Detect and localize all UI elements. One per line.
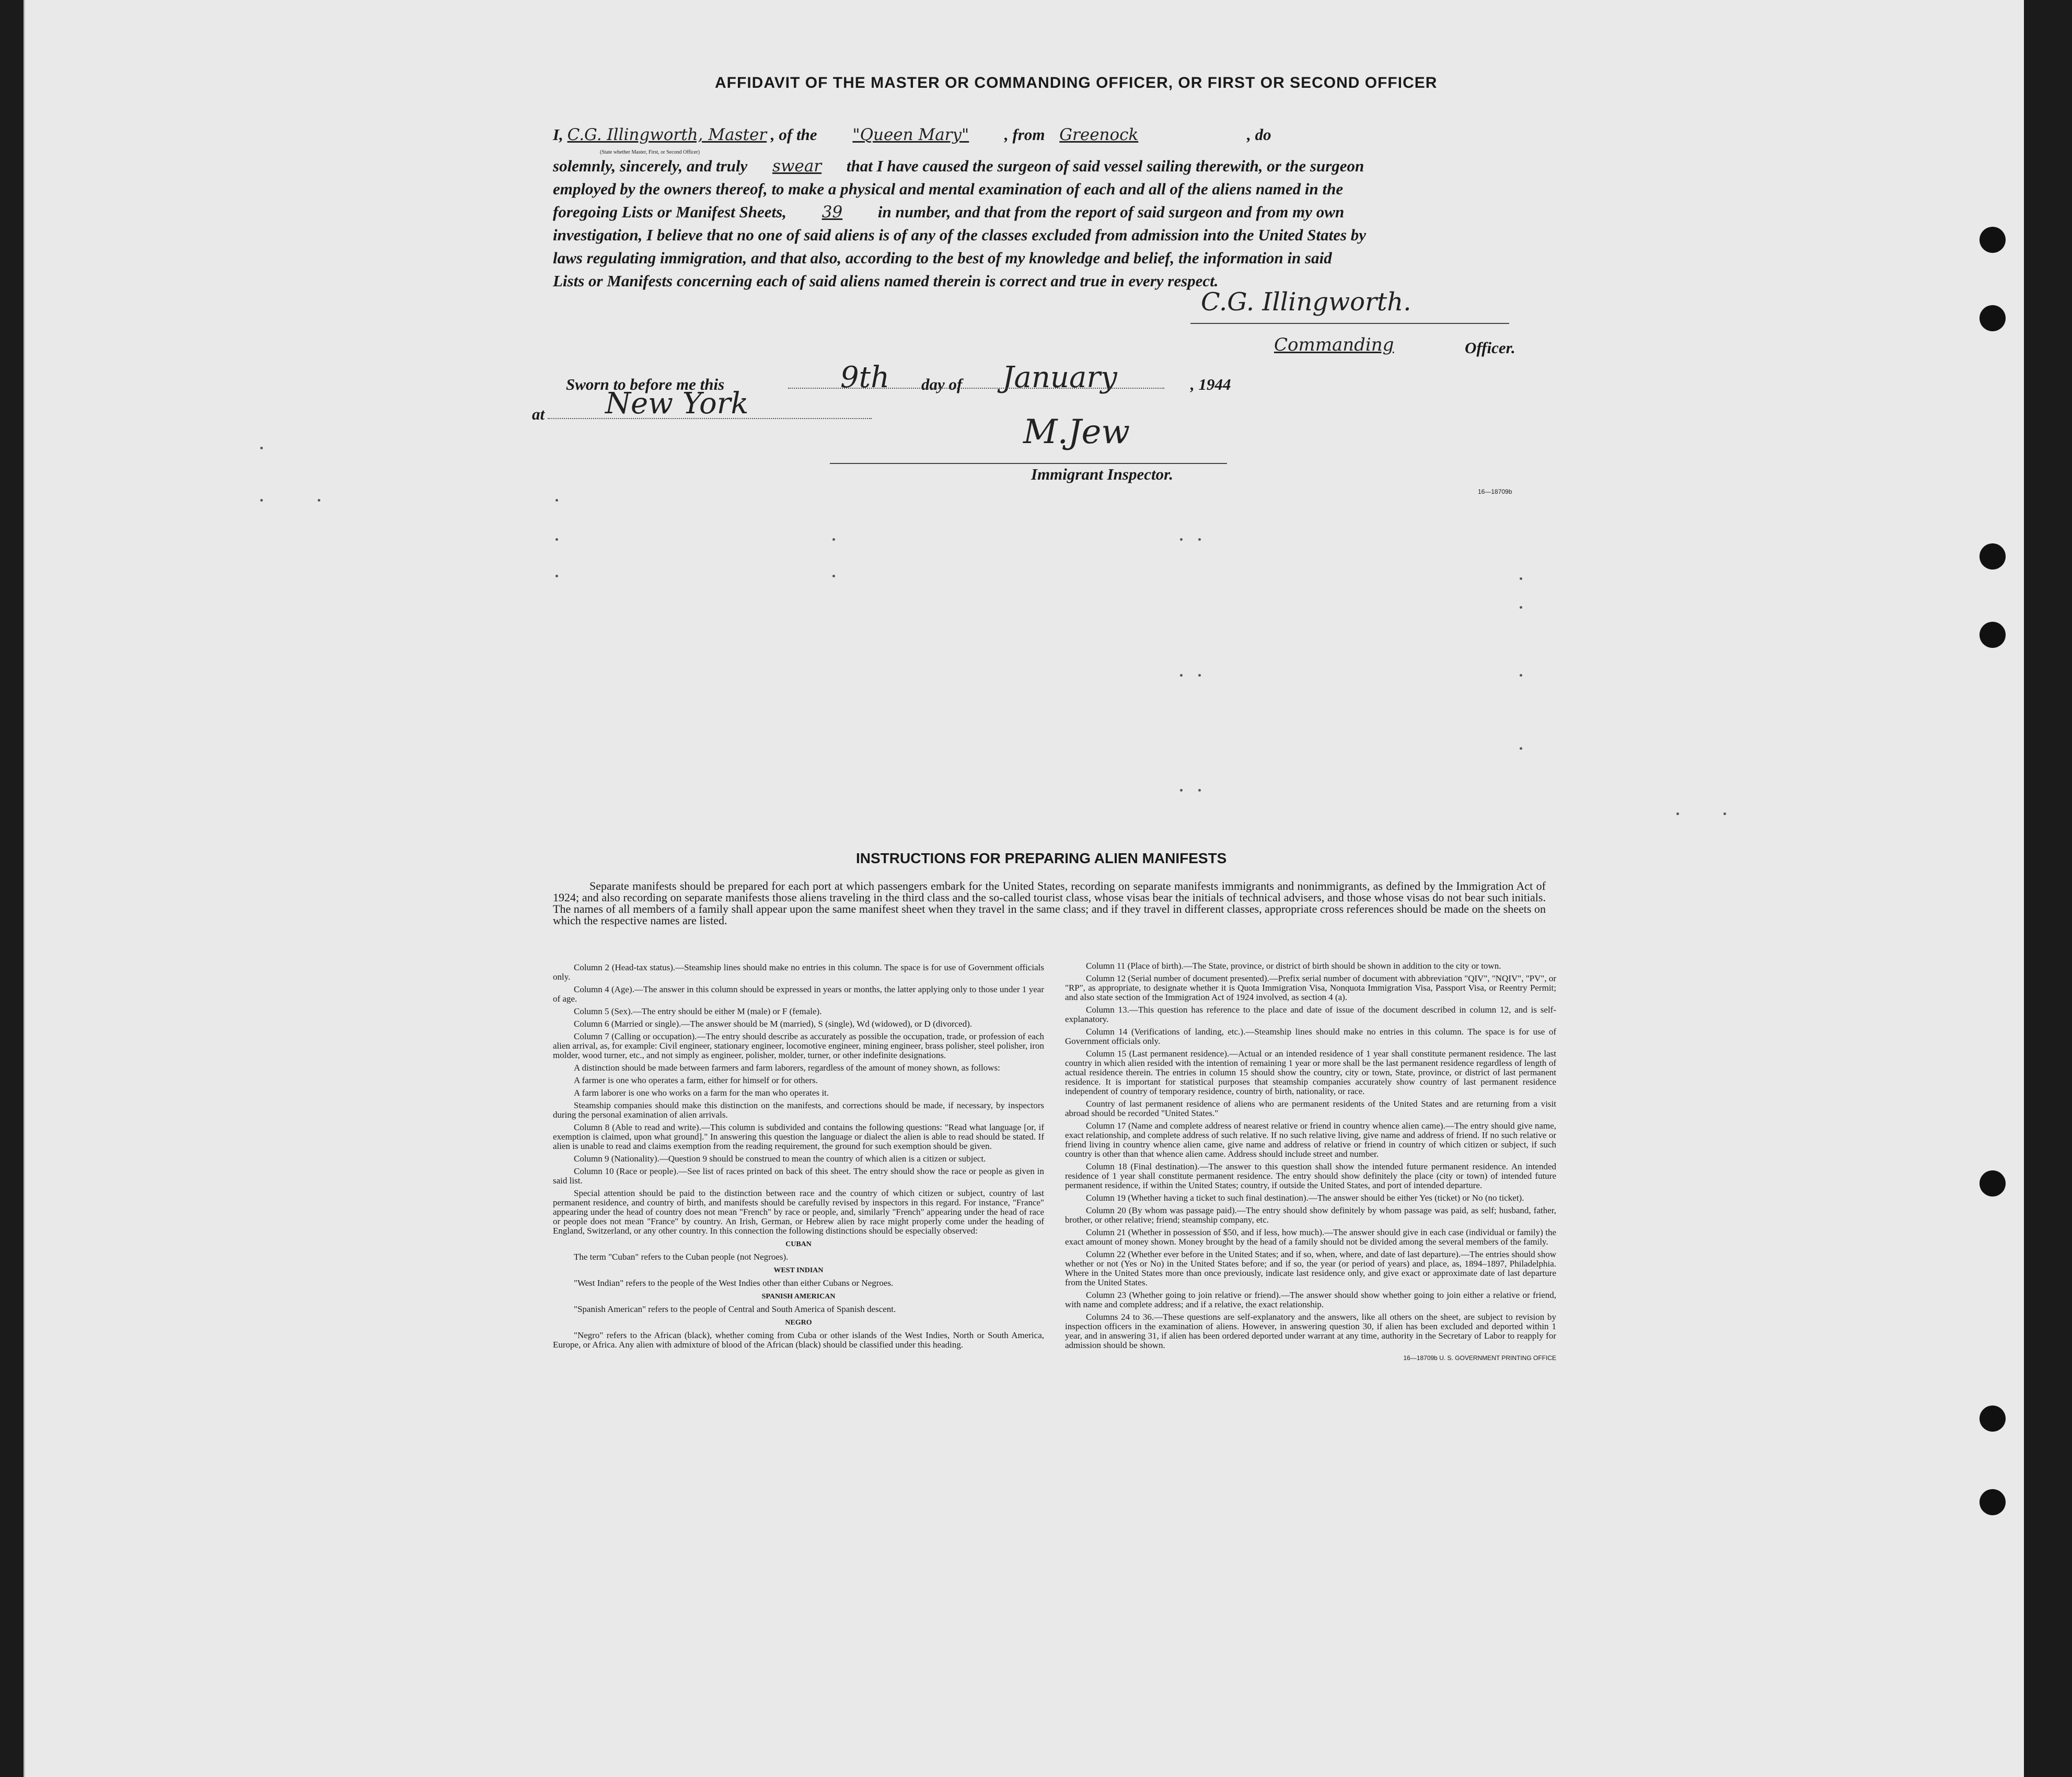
section-heading: WEST INDIAN xyxy=(773,1267,824,1274)
bleed-dot xyxy=(832,575,835,577)
binder-hole xyxy=(1980,622,2006,648)
instruction-paragraph: Column 10 (Race or people).—See list of races printed on back of this sheet. The entry should show the race or people as given in said list. xyxy=(553,1166,1044,1186)
sworn-before: Sworn to before me this xyxy=(566,375,725,393)
master-name: C.G. Illingworth, Master xyxy=(567,125,767,144)
bleed-dot xyxy=(1520,674,1522,677)
officer-label: Officer. xyxy=(1465,339,1515,357)
sheet-count: 39 xyxy=(821,203,843,222)
form-number: 16—18709b xyxy=(1478,488,1512,495)
sworn-line xyxy=(788,388,1164,389)
instructions-left-column xyxy=(553,963,1044,1353)
bleed-dot xyxy=(1723,812,1726,815)
instructions-intro: Separate manifests should be prepared for each port at which passengers embark for the United States, recording on separate manifests immigrants and nonimmigrants, as defined by the Immigration Act of 1924; and also recording on separate manifests those aliens traveling in the third class and the so-called tourist class, whose visas bear the initials of technical advisers, and those whose visas do not bear such initials. The names of all members of a family shall appear upon the same manifest sheet when they travel in the same class; and if they travel in different classes, appropriate cross references should be made on the sheets on which the respective names are listed. xyxy=(553,879,1546,927)
affidavit-title: AFFIDAVIT OF THE MASTER OR COMMANDING OFFICER, OR FIRST OR SECOND OFFICER xyxy=(715,74,1438,91)
instructions-title: INSTRUCTIONS FOR PREPARING ALIEN MANIFESTS xyxy=(856,850,1227,866)
section-heading: NEGRO xyxy=(785,1319,812,1327)
instruction-paragraph: A farm laborer is one who works on a farm for the man who operates it. xyxy=(574,1088,829,1098)
at-label: at xyxy=(532,405,545,423)
signature-line xyxy=(1190,323,1509,324)
bleed-dot xyxy=(1520,747,1522,750)
bleed-dot xyxy=(1180,674,1183,677)
instruction-paragraph: Column 9 (Nationality).—Question 9 should be construed to mean the country of which alien is a citizen or subject. xyxy=(574,1154,986,1164)
instruction-paragraph: Column 23 (Whether going to join relative or friend).—The answer should show whether going to join either a relative or friend, with name and complete address; and if a relative, the exact relationship. xyxy=(1065,1290,1556,1309)
bleed-dot xyxy=(1180,538,1183,541)
bleed-dot xyxy=(1180,789,1183,792)
instruction-paragraph: Column 14 (Verifications of landing, etc.).—Steamship lines should make no entries in this column. The space is for use of Government officials only. xyxy=(1065,1027,1556,1046)
instruction-paragraph: Columns 24 to 36.—These questions are self-explanatory and the answers, like all others on the sheet, are subject to revision by inspection officers in the examination of aliens. However, in answering question 30, if alien has been excluded and deported within 1 year, and in answering 31, if alien has been ordered deported under warrant at any time, authority in the Secretary of Labor to reapply for admission should be shown. xyxy=(1065,1312,1556,1350)
binder-hole xyxy=(1980,1406,2006,1432)
bleed-dot xyxy=(1198,538,1201,541)
bleed-dot xyxy=(832,538,835,541)
instructions-right-column xyxy=(1065,961,1556,1366)
section-heading: SPANISH AMERICAN xyxy=(761,1293,836,1300)
affidavit-line-6: laws regulating immigration, and that also, according to the best of my knowledge and belief, the information in said xyxy=(553,249,1332,267)
instruction-paragraph: Column 5 (Sex).—The entry should be either M (male) or F (female). xyxy=(574,1006,822,1016)
instruction-paragraph: Column 8 (Able to read and write).—This column is subdivided and contains the following questions: "Read what language [or, if exemption is claimed, upon what ground]." In answering this question the language or dialect the alien is able to read should be stated. If alien is unable to read and claims exemption from the reading requirement, the ground for such exemption should be given. xyxy=(553,1122,1044,1151)
instruction-paragraph: Column 22 (Whether ever before in the United States; and if so, when, where, and date of last departure).—The entries should show whether or not (Yes or No) in the United States before; and if so, the year (or period of years) and place, as, 1894–1897, Philadelphia. Where in the United States more than once previously, indicate last residence only, and give exact or approximate date of last departure from the United States. xyxy=(1065,1249,1556,1287)
instruction-paragraph: Column 20 (By whom was passage paid).—The entry should show definitely by whom passage was paid, as self; husband, father, brother, or other relative; friend; steamship company, etc. xyxy=(1065,1205,1556,1225)
printing-office-footer: 16—18709b U. S. GOVERNMENT PRINTING OFFICE xyxy=(1403,1354,1556,1362)
instruction-paragraph: Column 7 (Calling or occupation).—The entry should describe as accurately as possible the occupation, trade, or profession of each alien arrival, as, for example: Civil engineer, stationary engineer, locomotive engineer, mining engineer, brass polisher, steel polisher, iron molder, wood turner, etc., and not simply as engineer, polisher, molder, turner, or other indefinite designations. xyxy=(553,1031,1044,1060)
instruction-paragraph: Column 12 (Serial number of document presented).—Prefix serial number of document with abbreviation "QIV", "NQIV", "PV", or "RP", as appropriate, to designate whether it is Quota Immigration Visa, Nonquota Immigration Visa, Passport Visa, or Reentry Permit; and also state section of the Immigration Act of 1924 involved, as section 4 (a). xyxy=(1065,973,1556,1002)
manifest-page xyxy=(24,0,2024,1777)
instruction-paragraph: The term "Cuban" refers to the Cuban people (not Negroes). xyxy=(574,1252,789,1262)
sworn-place: New York xyxy=(605,387,749,421)
instruction-paragraph: Column 2 (Head-tax status).—Steamship lines should make no entries in this column. The space is for use of Government officials only. xyxy=(553,962,1044,982)
binder-hole xyxy=(1980,543,2006,570)
bleed-dot xyxy=(555,575,558,577)
instruction-paragraph: Column 13.—This question has reference to the place and date of issue of the document described in column 12, and is self-explanatory. xyxy=(1065,1005,1556,1024)
instruction-paragraph: Column 17 (Name and complete address of nearest relative or friend in country whence alien came).—The entry should give name, exact relationship, and complete address of such relative. If no such relative living, give name and address of friend. If no such relative or friend living in country whence alien came, give name and address of relative or friend in country of which citizen or subject, if such country is other than that whence alien came. Address should include street and number. xyxy=(1065,1121,1556,1159)
bleed-dot xyxy=(1520,606,1522,609)
bleed-dot xyxy=(260,447,263,449)
bleed-dot xyxy=(1520,577,1522,580)
bleed-dot xyxy=(1198,674,1201,677)
binder-hole xyxy=(1980,1489,2006,1515)
oath-word: swear xyxy=(772,157,822,176)
ship-name: "Queen Mary" xyxy=(852,125,969,144)
inspector-label: Immigrant Inspector. xyxy=(1031,465,1174,483)
instruction-paragraph: A farmer is one who operates a farm, either for himself or for others. xyxy=(574,1075,818,1085)
instruction-paragraph: "Spanish American" refers to the people of Central and South America of Spanish descent. xyxy=(574,1304,896,1314)
sworn-day: 9th xyxy=(840,361,890,394)
instruction-paragraph: Column 15 (Last permanent residence).—Actual or an intended residence of 1 year shall constitute permanent residence. The last country in which alien resided with the intention of remaining 1 year or more shall be the last permanent residence regardless of length of actual residence therein. The entries in column 15 should show the country, city or town, State, province, or district of last permanent residence. It is important for statistical purposes that steamship companies accurately show country of last permanent residence independent of country of temporary residence, country of birth, nationality, or race. xyxy=(1065,1049,1556,1096)
master-signature: C.G. Illingworth. xyxy=(1201,287,1411,317)
place-line xyxy=(548,418,872,419)
bleed-dot xyxy=(555,538,558,541)
instruction-paragraph: Column 11 (Place of birth).—The State, province, or district of birth should be shown in addition to the city or town. xyxy=(1086,961,1501,971)
instruction-paragraph: Special attention should be paid to the distinction between race and the country of which citizen or subject, country of last permanent residence, and country of birth, and manifests should be carefully revised by inspectors in this regard. For instance, "France" appearing under the head of country does not mean "French" by race or people, and, similarly "French" appearing under the head of race or people does not mean "France" by country. An Irish, German, or Hebrew alien by race might properly come under the heading of England, Switzerland, or any other country. In this connection the following distinctions should be especially observed: xyxy=(553,1188,1044,1236)
sworn-day-of: day of xyxy=(921,375,963,393)
affidavit-line-5: investigation, I believe that no one of said aliens is of any of the classes excluded from admission into the United States by xyxy=(553,226,1367,244)
binder-hole xyxy=(1980,1170,2006,1197)
affidavit-line-4: foregoing Lists or Manifest Sheets, 39 in number, and that from the report of said surgeon and from my own xyxy=(553,203,1345,222)
affidavit-line-3: employed by the owners thereof, to make a physical and mental examination of each and all of the aliens named in the xyxy=(553,180,1344,198)
instruction-paragraph: "Negro" refers to the African (black), whether coming from Cuba or other islands of the West Indies, North or South America, Europe, or Africa. Any alien with admixture of blood of the African (black) should be classified under this heading. xyxy=(553,1330,1044,1350)
inspector-line xyxy=(830,463,1227,464)
officer-title: Commanding xyxy=(1274,334,1394,355)
departure-port: Greenock xyxy=(1059,125,1139,144)
bleed-dot xyxy=(1198,789,1201,792)
instruction-paragraph: Column 19 (Whether having a ticket to such final destination).—The answer should be either Yes (ticket) or No (no ticket). xyxy=(1086,1193,1524,1203)
sworn-year: , 1944 xyxy=(1190,375,1231,393)
binder-hole xyxy=(1980,227,2006,253)
instruction-paragraph: Steamship companies should make this distinction on the manifests, and corrections should be made, if necessary, by inspectors during the personal examination of alien arrivals. xyxy=(553,1100,1044,1120)
instruction-paragraph: Column 18 (Final destination).—The answer to this question shall show the intended future permanent residence. An intended residence of 1 year shall constitute permanent residence. The entry should show definitely the place (city or town) of intended future permanent residence, if within the United States; country, if outside the United States, and port of intended departure. xyxy=(1065,1162,1556,1190)
instruction-paragraph: Column 4 (Age).—The answer in this column should be expressed in years or months, the latter applying only to those under 1 year of age. xyxy=(553,984,1044,1004)
section-heading: CUBAN xyxy=(785,1240,812,1248)
instruction-paragraph: A distinction should be made between farmers and farm laborers, regardless of the amount of money shown, as follows: xyxy=(574,1063,1000,1073)
bleed-dot xyxy=(1676,812,1679,815)
bleed-dot xyxy=(260,499,263,502)
instruction-paragraph: Column 6 (Married or single).—The answer should be M (married), S (single), Wd (widowed), or D (divorced). xyxy=(574,1019,973,1029)
inspector-signature: M.Jew xyxy=(1023,413,1130,451)
instruction-paragraph: "West Indian" refers to the people of the West Indies other than either Cubans or Negroes. xyxy=(574,1278,894,1288)
instruction-paragraph: Country of last permanent residence of aliens who are permanent residents of the United States and are returning from a visit abroad should be recorded "United States." xyxy=(1065,1099,1556,1118)
bleed-dot xyxy=(555,499,558,502)
binder-hole xyxy=(1980,305,2006,331)
bleed-dot xyxy=(318,499,320,502)
instruction-paragraph: Column 21 (Whether in possession of $50, and if less, how much).—The answer should give in each case (individual or family) the exact amount of money shown. Money brought by the head of a family should not be divided among the several members of the family. xyxy=(1065,1227,1556,1247)
affidavit-line-1: I, C.G. Illingworth, Master , of the "Queen Mary" , from Greenock , do xyxy=(553,125,1271,144)
affidavit-line-2: solemnly, sincerely, and truly swear that I have caused the surgeon of said vessel sailing therewith, or the surgeon xyxy=(553,157,1364,176)
sworn-month: January xyxy=(1002,361,1117,394)
state-note: (State whether Master, First, or Second Officer) xyxy=(600,149,700,155)
affidavit-line-7: Lists or Manifests concerning each of said aliens named therein is correct and true in every respect. xyxy=(553,272,1219,290)
